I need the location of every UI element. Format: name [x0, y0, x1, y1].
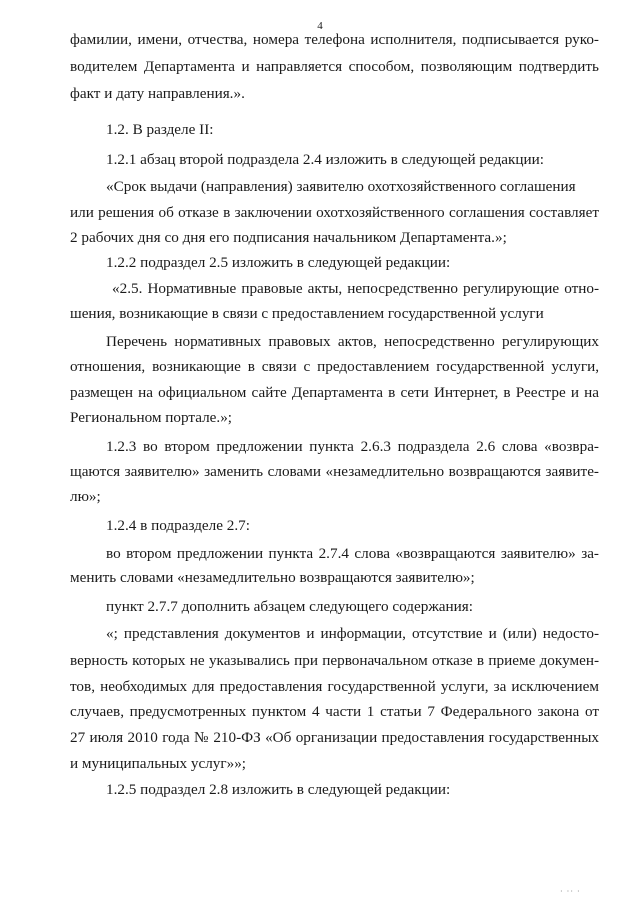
- text-line: 27 июля 2010 года № 210-ФЗ «Об организации предоставления государственных: [70, 729, 599, 746]
- text-line: Региональном портале.»;: [70, 409, 233, 426]
- text-line: менить словами «незамедлительно возвращаются заявителю»;: [70, 569, 475, 586]
- footer-mark: · ·· ·: [560, 887, 581, 896]
- text-line: случаев, предусмотренных пунктом 4 части 1 статьи 7 Федерального закона от: [70, 703, 599, 720]
- text-line: тов, необходимых для предоставления государственной услуги, за исключением: [70, 678, 599, 695]
- text-line: 1.2.3 во втором предложении пункта 2.6.3 подраздела 2.6 слова «возвра-: [106, 438, 599, 455]
- text-line: 2 рабочих дня со дня его подписания начальником Департамента.»;: [70, 229, 507, 246]
- text-line: лю»;: [70, 488, 101, 505]
- text-line: пункт 2.7.7 дополнить абзацем следующего содержания:: [106, 598, 474, 615]
- text-line: водителем Департамента и направляется способом, позволяющим подтвердить: [70, 58, 599, 75]
- text-line: во втором предложении пункта 2.7.4 слова «возвращаются заявителю» за-: [106, 545, 599, 562]
- section-heading: 1.2. В разделе II:: [106, 121, 214, 138]
- text-line: 1.2.4 в подразделе 2.7:: [106, 517, 250, 534]
- text-line: «2.5. Нормативные правовые акты, непосредственно регулирующие отно-: [112, 280, 599, 297]
- text-line: «; представления документов и информации, отсутствие и (или) недосто-: [106, 625, 599, 642]
- text-line: и муниципальных услуг»»;: [70, 755, 247, 772]
- text-line: верность которых не указывались при первоначальном отказе в приеме докумен-: [70, 652, 599, 669]
- text-line: щаются заявителю» заменить словами «незамедлительно возвращаются заявите-: [70, 463, 599, 480]
- text-line: шения, возникающие в связи с предоставлением государственной услуги: [70, 305, 544, 322]
- text-line: размещен на официальном сайте Департамента в сети Интернет, в Реестре и на: [70, 384, 599, 401]
- text-line: «Срок выдачи (направления) заявителю охотхозяйственного соглашения: [106, 178, 576, 195]
- text-line: или решения об отказе в заключении охотхозяйственного соглашения составляет: [70, 204, 599, 221]
- text-line: 1.2.1 абзац второй подраздела 2.4 изложить в следующей редакции:: [106, 151, 545, 168]
- text-line: отношения, возникающие в связи с предоставлением государственной услуги,: [70, 358, 599, 375]
- text-line: 1.2.5 подраздел 2.8 изложить в следующей редакции:: [106, 781, 451, 798]
- text-line: фамилии, имени, отчества, номера телефона исполнителя, подписывается руко-: [70, 31, 599, 48]
- text-line: 1.2.2 подраздел 2.5 изложить в следующей редакции:: [106, 254, 451, 271]
- page-number: 4: [317, 20, 323, 32]
- text-line: факт и дату направления.».: [70, 85, 245, 102]
- text-line: Перечень нормативных правовых актов, непосредственно регулирующих: [106, 333, 599, 350]
